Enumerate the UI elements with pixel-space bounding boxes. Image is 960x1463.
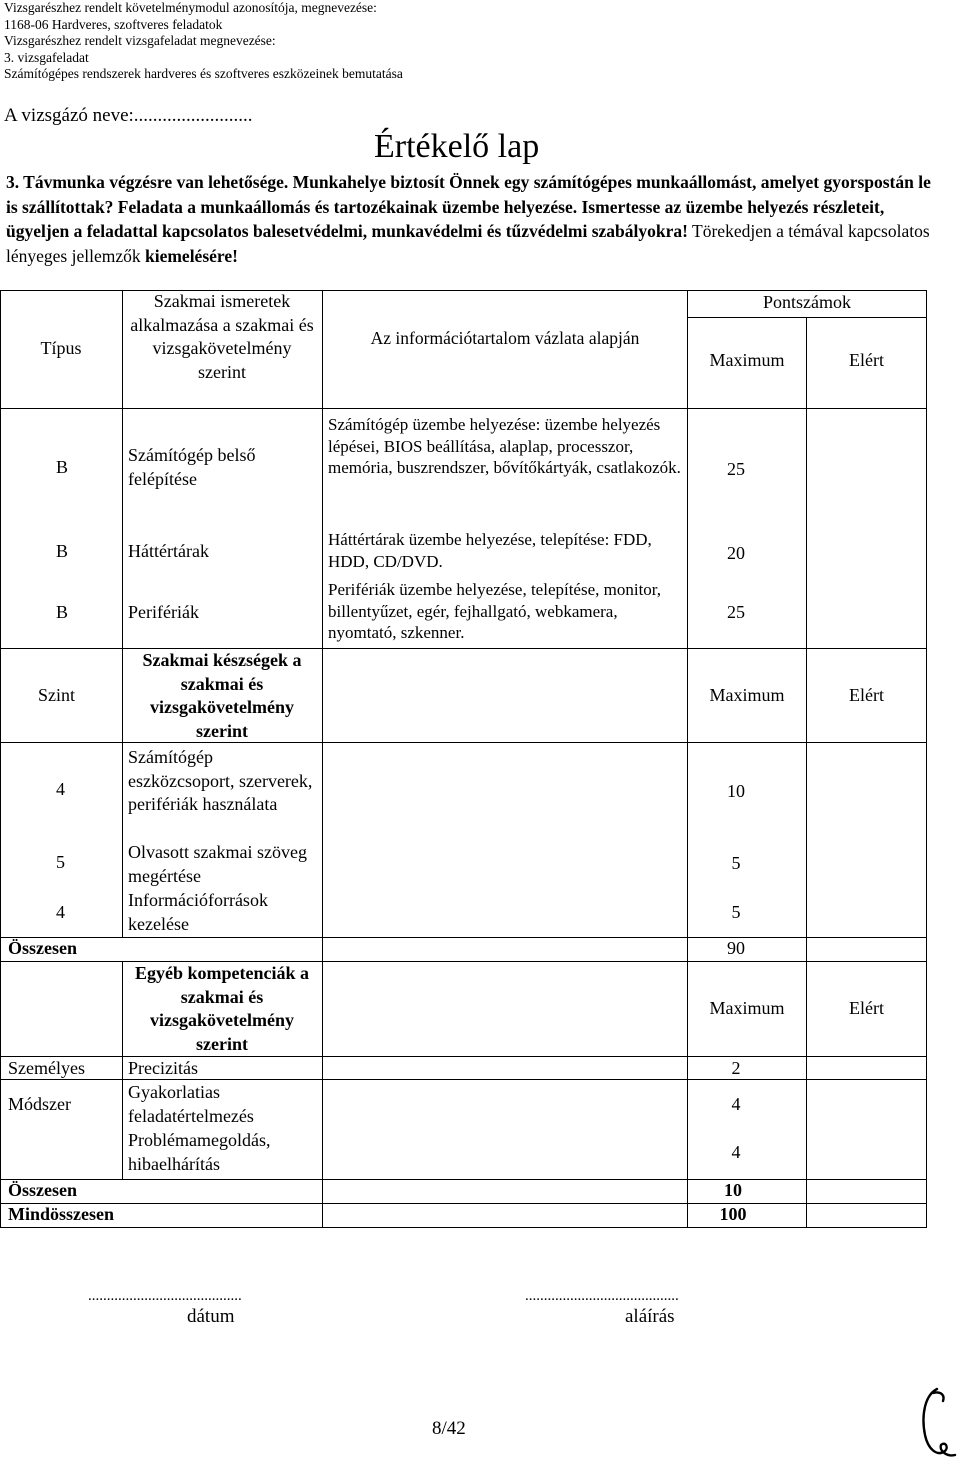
comp-topic: Precizitás	[128, 1058, 198, 1078]
task-description	[6, 170, 946, 268]
col-header-type: Típus	[40, 338, 82, 358]
total1-label: Összesen	[8, 938, 77, 958]
comp-got-header: Elért	[849, 998, 884, 1018]
page-title: Értékelő lap	[374, 128, 540, 165]
row-max: 20	[727, 543, 745, 563]
row-topic: Perifériák	[128, 602, 199, 622]
date-label: dátum	[187, 1306, 235, 1327]
row-info: Háttértárak üzembe helyezése, telepítése: FDD, HDD, CD/DVD.	[328, 530, 652, 571]
table-border	[0, 1203, 926, 1204]
table-border	[0, 1227, 926, 1228]
skill-level: 4	[56, 902, 65, 922]
total1-value: 90	[727, 938, 745, 958]
total2-label: Összesen	[8, 1180, 77, 1200]
task-text-bold: 3. Távmunka végzésre van lehetősége. Munkahelye biztosít Önnek egy számítógépes munkaállomást, amelyet gyorspostán le is szállítottak? Feladata a munkaállomás és tartozékainak üzembe helyezése. Ismertesse az üzembe helyezés részleteit, ügyeljen a feladattal kapcsolatos balesetvédelmi, munkavédelmi és tűzvédelmi szabályokra!	[6, 172, 931, 241]
table-border	[806, 317, 807, 1228]
table-border	[0, 1179, 926, 1180]
skill-max: 5	[731, 853, 741, 873]
date-line: .........................................	[88, 1288, 242, 1304]
table-border	[0, 408, 926, 409]
header-line: Vizsgarészhez rendelt vizsgafeladat megnevezése:	[4, 33, 276, 48]
grand-total-label: Mindösszesen	[8, 1204, 115, 1224]
col-header-points: Pontszámok	[763, 292, 851, 312]
comp-kind: Személyes	[8, 1058, 85, 1078]
row-info: Számítógép üzembe helyezése: üzembe helyezés lépései, BIOS beállítása, alaplap, processzor, memória, buszrendszer, bővítőkártyák, csatlakozók.	[328, 415, 681, 477]
header-line: Számítógépes rendszerek hardveres és szoftveres eszközeinek bemutatása	[4, 66, 403, 81]
table-border	[0, 290, 1, 1228]
row-type: B	[56, 602, 69, 622]
skills-max-header: Maximum	[709, 685, 785, 705]
skills-got-header: Elért	[849, 685, 884, 705]
skill-level: 4	[56, 779, 65, 799]
skill-topic: Számítógép eszközcsoport, szerverek, perifériák használata	[128, 747, 313, 814]
header-block	[4, 0, 403, 83]
comp-topic: Problémamegoldás, hibaelhárítás	[128, 1130, 271, 1174]
row-topic: Számítógép belső felépítése	[128, 445, 256, 489]
skill-max: 5	[731, 902, 741, 922]
skill-max: 10	[727, 781, 745, 801]
task-text-end: kiemelésére!	[140, 245, 238, 266]
skills-level-header: Szint	[38, 685, 76, 705]
skill-topic: Információforrások kezelése	[128, 890, 268, 934]
page-number: 8/42	[432, 1418, 466, 1439]
skill-level: 5	[56, 852, 65, 872]
row-type: B	[56, 457, 69, 477]
handwritten-mark-icon	[915, 1385, 959, 1461]
table-border	[122, 290, 123, 938]
header-line: Vizsgarészhez rendelt követelménymodul azonosítója, megnevezése:	[4, 0, 377, 15]
table-border	[0, 937, 926, 938]
table-border	[322, 290, 323, 1228]
comp-header: Egyéb kompetenciák a szakmai és vizsgakövetelmény szerint	[134, 963, 309, 1054]
comp-topic: Gyakorlatias feladatértelmezés	[128, 1082, 254, 1126]
signature-line: .........................................	[525, 1288, 679, 1304]
row-info: Perifériák üzembe helyezése, telepítése, monitor, billentyűzet, egér, fejhallgató, webkamera, nyomtató, szkenner.	[328, 580, 662, 642]
comp-max: 2	[731, 1058, 741, 1078]
total2-value: 10	[724, 1180, 742, 1200]
skills-header: Szakmai készségek a szakmai és vizsgakövetelmény szerint	[142, 650, 302, 741]
col-header-got: Elért	[849, 350, 884, 370]
comp-max-header: Maximum	[709, 998, 785, 1018]
header-line: 1168-06 Hardveres, szoftveres feladatok	[4, 16, 223, 32]
task-text-normal: Törekedjen a témával kapcsolatos lényeges jellemzők	[6, 221, 930, 266]
grand-total-value: 100	[719, 1204, 747, 1224]
row-type: B	[56, 541, 69, 561]
table-border	[687, 290, 688, 1228]
table-border	[122, 961, 123, 1180]
row-max: 25	[727, 459, 745, 479]
comp-max: 4	[731, 1094, 741, 1114]
signature-label: aláírás	[625, 1306, 675, 1327]
header-line: 3. vizsgafeladat	[4, 49, 89, 65]
col-header-knowledge: Szakmai ismeretek alkalmazása a szakmai és vizsgakövetelmény szerint	[130, 291, 314, 382]
comp-max: 4	[731, 1142, 741, 1162]
evaluation-table	[0, 290, 960, 1235]
col-header-max: Maximum	[709, 350, 785, 370]
row-topic: Háttértárak	[128, 541, 209, 561]
skill-topic: Olvasott szakmai szöveg megértése	[128, 842, 307, 886]
table-border	[926, 290, 927, 1228]
row-max: 25	[727, 602, 745, 622]
col-header-info: Az információtartalom vázlata alapján	[370, 328, 640, 348]
candidate-name: A vizsgázó neve:.........................	[4, 105, 253, 126]
comp-kind: Módszer	[8, 1094, 71, 1114]
